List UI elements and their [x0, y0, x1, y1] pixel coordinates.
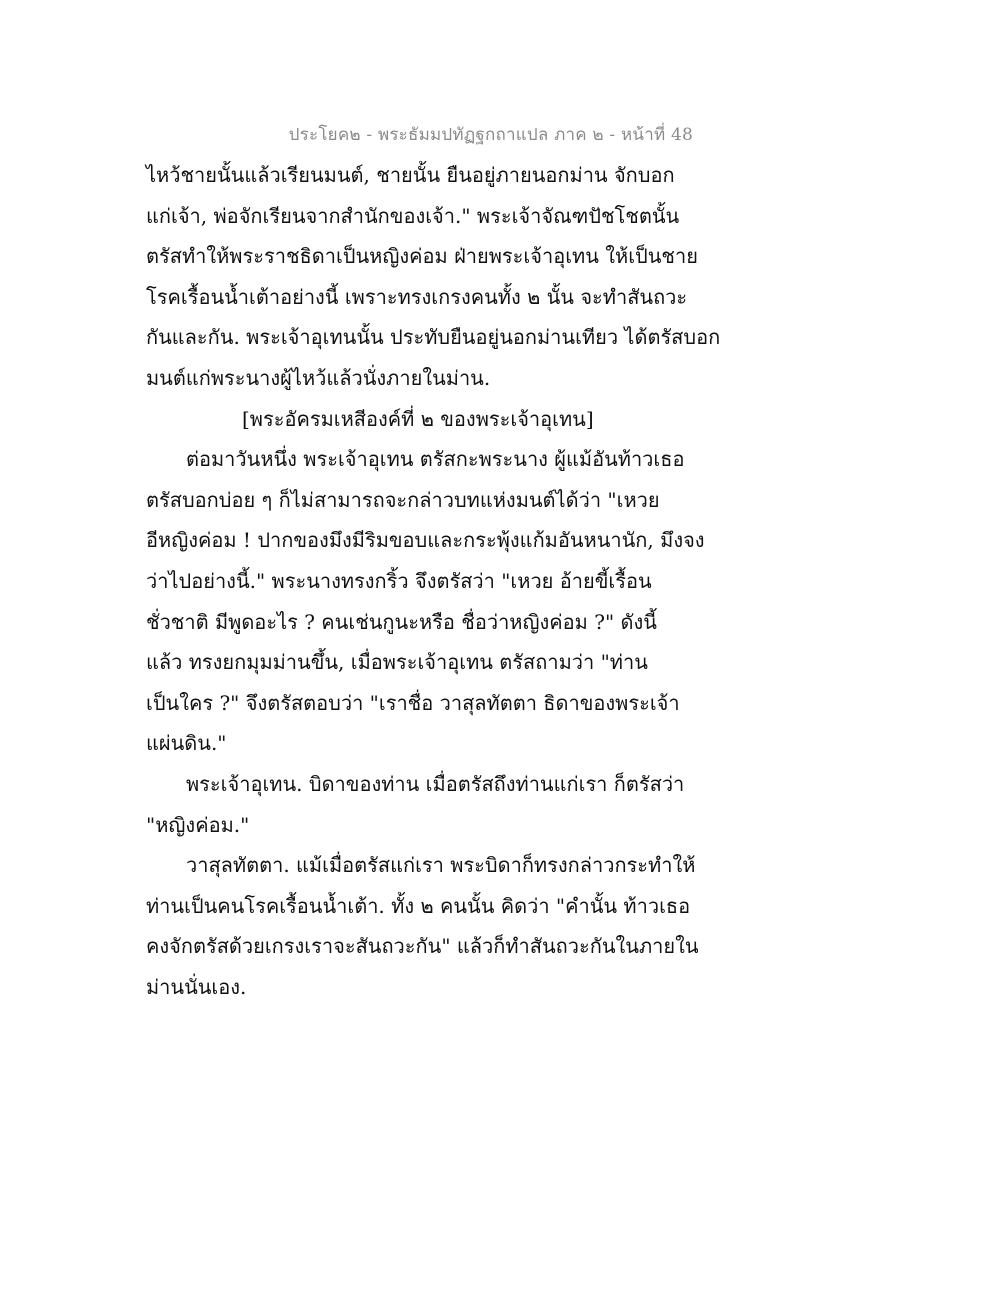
text-line: ต่อมาวันหนึ่ง พระเจ้าอุเทน ตรัสกะพระนาง ผู้แม้อันท้าวเธอ — [186, 447, 685, 472]
text-line: อีหญิงค่อม ! ปากของมึงมีริมขอบและกระพุ้งแก้มอันหนานัก, มึงจง — [146, 528, 705, 553]
text-line: กันและกัน. พระเจ้าอุเทนนั้น ประทับยืนอยู่นอกม่านเทียว ได้ตรัสบอก — [146, 325, 721, 350]
text-line: ชั่วชาติ มีพูดอะไร ? คนเช่นกูนะหรือ ชื่อว่าหญิงค่อม ?" ดังนี้ — [146, 609, 657, 634]
text-line: คงจักตรัสด้วยเกรงเราจะสันถวะกัน" แล้วก็ทำสันถวะกันในภายใน — [146, 934, 699, 959]
text-line: ม่านนั่นเอง. — [146, 974, 247, 999]
text-line: ตรัสทำให้พระราชธิดาเป็นหญิงค่อม ฝ่ายพระเจ้าอุเทน ให้เป็นชาย — [146, 244, 698, 269]
text-line: "หญิงค่อม." — [146, 812, 250, 837]
running-header: ประโยค๒ - พระธัมมปทัฏฐกถาแปล ภาค ๒ - หน้าที่ 48 — [288, 125, 693, 145]
text-line: เป็นใคร ?" จึงตรัสตอบว่า "เราชื่อ วาสุลทัตตา ธิดาของพระเจ้า — [146, 690, 680, 715]
text-line: ตรัสบอกบ่อย ๆ ก็ไม่สามารถจะกล่าวบทแห่งมนต์ได้ว่า "เหวย — [146, 487, 660, 512]
text-line: แผ่นดิน." — [146, 731, 227, 756]
text-line: โรคเรื้อนน้ำเต้าอย่างนี้ เพราะทรงเกรงคนทั้ง ๒ นั้น จะทำสันถวะ — [146, 284, 688, 309]
text-line: พระเจ้าอุเทน. บิดาของท่าน เมื่อตรัสถึงท่านแก่เรา ก็ตรัสว่า — [186, 771, 685, 796]
text-line: แล้ว ทรงยกมุมม่านขึ้น, เมื่อพระเจ้าอุเทน ตรัสถามว่า "ท่าน — [146, 650, 648, 675]
text-line: แก่เจ้า, พ่อจักเรียนจากสำนักของเจ้า." พระเจ้าจัณฑปัชโชตนั้น — [146, 203, 680, 228]
text-line: วาสุลทัตตา. แม้เมื่อตรัสแก่เรา พระบิดาก็ทรงกล่าวกระทำให้ — [186, 853, 696, 878]
body-text — [146, 155, 746, 1007]
text-line: ว่าไปอย่างนี้." พระนางทรงกริ้ว จึงตรัสว่า "เหวย อ้ายขี้เรื้อน — [146, 568, 652, 593]
section-heading: [พระอัครมเหสีองค์ที่ ๒ ของพระเจ้าอุเทน] — [242, 406, 594, 431]
text-line: มนต์แก่พระนางผู้ไหว้แล้วนั่งภายในม่าน. — [146, 365, 491, 390]
text-line: ท่านเป็นคนโรคเรื้อนน้ำเต้า. ทั้ง ๒ คนนั้น คิดว่า "คำนั้น ท้าวเธอ — [146, 893, 691, 918]
text-line: ไหว้ชายนั้นแล้วเรียนมนต์, ชายนั้น ยืนอยู่ภายนอกม่าน จักบอก — [146, 163, 675, 187]
